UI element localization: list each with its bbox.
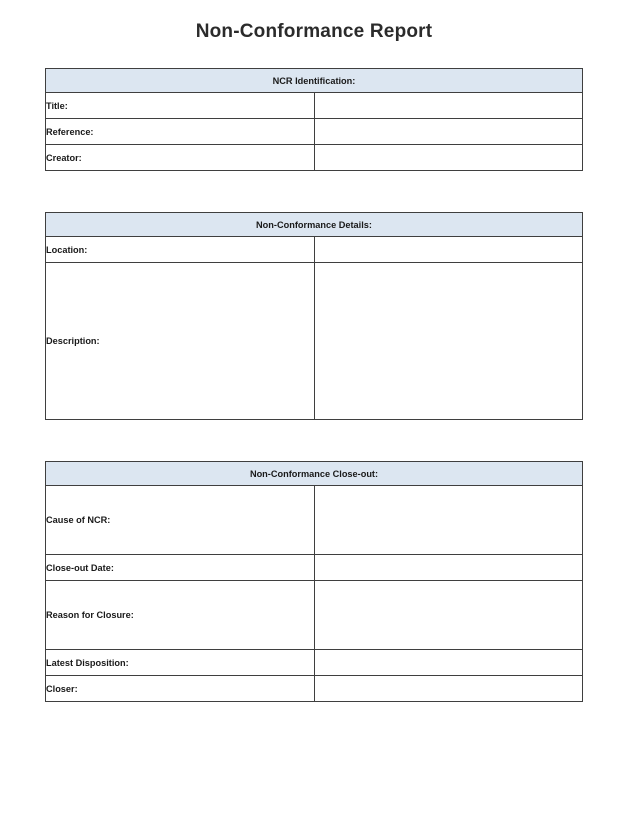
- non-conformance-closeout-table: [45, 461, 583, 702]
- table-row: [46, 486, 583, 555]
- table-row: [46, 145, 583, 171]
- field-label-location: Location:: [46, 237, 315, 263]
- table-row: [46, 119, 583, 145]
- field-label-latest-disposition: Latest Disposition:: [46, 650, 315, 676]
- field-label-creator: Creator:: [46, 145, 315, 171]
- field-label-close-out-date: Close-out Date:: [46, 555, 315, 581]
- table-row: [46, 93, 583, 119]
- field-value-reason-for-closure[interactable]: [314, 581, 583, 650]
- field-value-location[interactable]: [314, 237, 583, 263]
- table-row: [46, 676, 583, 702]
- table-row: [46, 555, 583, 581]
- document-page: [0, 21, 628, 830]
- field-label-reference: Reference:: [46, 119, 315, 145]
- ncr-identification-table: [45, 68, 583, 171]
- section-header-row: [46, 213, 583, 237]
- field-value-close-out-date[interactable]: [314, 555, 583, 581]
- section-heading-non-conformance-details: Non-Conformance Details:: [46, 213, 583, 237]
- field-label-cause-of-ncr: Cause of NCR:: [46, 486, 315, 555]
- field-value-cause-of-ncr[interactable]: [314, 486, 583, 555]
- field-label-closer: Closer:: [46, 676, 315, 702]
- section-heading-ncr-identification: NCR Identification:: [46, 69, 583, 93]
- field-label-title: Title:: [46, 93, 315, 119]
- field-value-title[interactable]: [314, 93, 583, 119]
- table-row: [46, 263, 583, 420]
- field-label-reason-for-closure: Reason for Closure:: [46, 581, 315, 650]
- field-label-description: Description:: [46, 263, 315, 420]
- page-title: Non-Conformance Report: [195, 21, 433, 42]
- field-value-creator[interactable]: [314, 145, 583, 171]
- field-value-description[interactable]: [314, 263, 583, 420]
- table-row: [46, 237, 583, 263]
- section-heading-non-conformance-closeout: Non-Conformance Close-out:: [46, 462, 583, 486]
- field-value-reference[interactable]: [314, 119, 583, 145]
- section-header-row: [46, 69, 583, 93]
- table-row: [46, 581, 583, 650]
- section-header-row: [46, 462, 583, 486]
- table-row: [46, 650, 583, 676]
- field-value-closer[interactable]: [314, 676, 583, 702]
- non-conformance-details-table: [45, 212, 583, 420]
- field-value-latest-disposition[interactable]: [314, 650, 583, 676]
